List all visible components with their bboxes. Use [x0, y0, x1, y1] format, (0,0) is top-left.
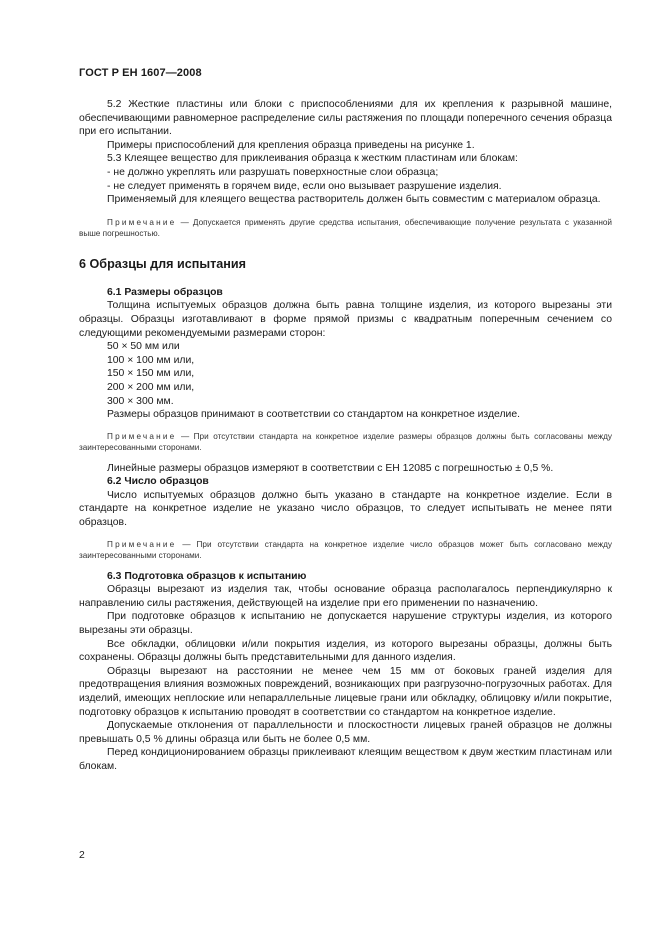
dimension-item: 200 × 200 мм или, — [107, 381, 195, 393]
document-code: ГОСТ Р ЕН 1607—2008 — [79, 67, 202, 79]
section-title: 6 Образцы для испытания — [79, 256, 247, 271]
note-text: — При отсутствии стандарта на конкретное изделие размеры образцов должны быть согласованы между заинтересованными сторонами. — [79, 431, 612, 453]
note — [79, 539, 612, 562]
note — [79, 431, 612, 454]
dimension-item: 150 × 150 мм или, — [107, 368, 195, 380]
paragraph-6-3: Образцы вырезают из изделия так, чтобы основание образца располагалось перпендикулярно к направлению силы растяжения, действующей на изделие при его применении по назначению. — [79, 584, 612, 609]
list-item: - не должно укреплять или разрушать поверхностные слои образца; — [107, 166, 439, 178]
page-number: 2 — [79, 850, 85, 861]
paragraph-solvent: Применяемый для клеящего вещества растворитель должен быть совместим с материалом образца. — [107, 194, 601, 206]
paragraph-sizes: Размеры образцов принимают в соответствии со стандартом на конкретное изделие. — [107, 409, 520, 421]
note-label: Примечание — [107, 539, 177, 549]
dimension-item: 50 × 50 мм или — [107, 341, 180, 353]
subsection-title: 6.3 Подготовка образцов к испытанию — [107, 570, 307, 582]
dimension-item: 100 × 100 мм или, — [107, 354, 195, 366]
paragraph-6-3: Все обкладки, облицовки и/или покрытия изделия, из которого вырезаны образцы, должны быть сохранены. Образцы должны быть представительными для данного изделия. — [79, 638, 612, 664]
dimension-item: 300 × 300 мм. — [107, 395, 174, 407]
subsection-title: 6.1 Размеры образцов — [107, 286, 223, 298]
note-label: Примечание — [107, 217, 177, 227]
note-label: Примечание — [107, 431, 177, 441]
paragraph-5-2: 5.2 Жесткие пластины или блоки с приспособлениями для их крепления к разрывной машине, обеспечивающими равномерное распределение силы растяжения по площади поперечного сечения образца при его испытании. — [79, 99, 612, 138]
paragraph-6-3: Перед кондиционированием образцы приклеивают клеящим веществом к двум жестким пластинам или блокам. — [79, 747, 612, 772]
paragraph-5-3: 5.3 Клеящее вещество для приклеивания образца к жестким пластинам или блокам: — [107, 153, 518, 165]
subsection-title: 6.2 Число образцов — [107, 476, 209, 488]
page-body — [79, 98, 612, 774]
paragraph-6-3: При подготовке образцов к испытанию не допускается нарушение структуры изделия, из которого вырезаны эти образцы. — [79, 611, 612, 637]
paragraph-linear: Линейные размеры образцов измеряют в соответствии с ЕН 12085 с погрешностью ± 0,5 %. — [107, 462, 554, 474]
paragraph-6-3: Допускаемые отклонения от параллельности и плоскостности лицевых граней образцов не должны превышать 0,5 % длины образца или быть не более 0,5 мм. — [79, 720, 612, 745]
paragraph-6-3: Образцы вырезают на расстоянии не менее чем 15 мм от боковых граней изделия для предотвращения влияния возможных повреждений, возникающих при разгрузочно-погрузочных работах. Для изделий, имеющих неплоские или непараллельные лицевые грани или обкладку, облицовку и/или покрытие, подготовку образцов к испытанию проводят в соответствии со стандартом на конкретное изделие. — [79, 665, 612, 718]
note-text: — При отсутствии стандарта на конкретное изделие число образцов может быть согласовано между заинтересованными сторонами. — [79, 539, 612, 561]
paragraph-6-1: Толщина испытуемых образцов должна быть равна толщине изделия, из которого вырезаны эти образцы. Образцы изготавливают в форме прямой призмы с квадратным поперечным сечением со следующими рекомендуемыми размерами сторон: — [79, 300, 612, 339]
paragraph-6-2: Число испытуемых образцов должно быть указано в стандарте на конкретное изделие. Если в стандарте на конкретное изделие не указано число образцов, то следует испытывать не менее пяти образцов. — [79, 489, 612, 529]
paragraph-examples: Примеры приспособлений для крепления образца приведены на рисунке 1. — [107, 139, 475, 151]
list-item: - не следует применять в горячем виде, если оно вызывает разрушение изделия. — [107, 180, 502, 192]
note-text: — Допускается применять другие средства испытания, обеспечивающие получение результата с указанной выше погрешностью. — [79, 217, 612, 239]
note — [79, 217, 612, 240]
